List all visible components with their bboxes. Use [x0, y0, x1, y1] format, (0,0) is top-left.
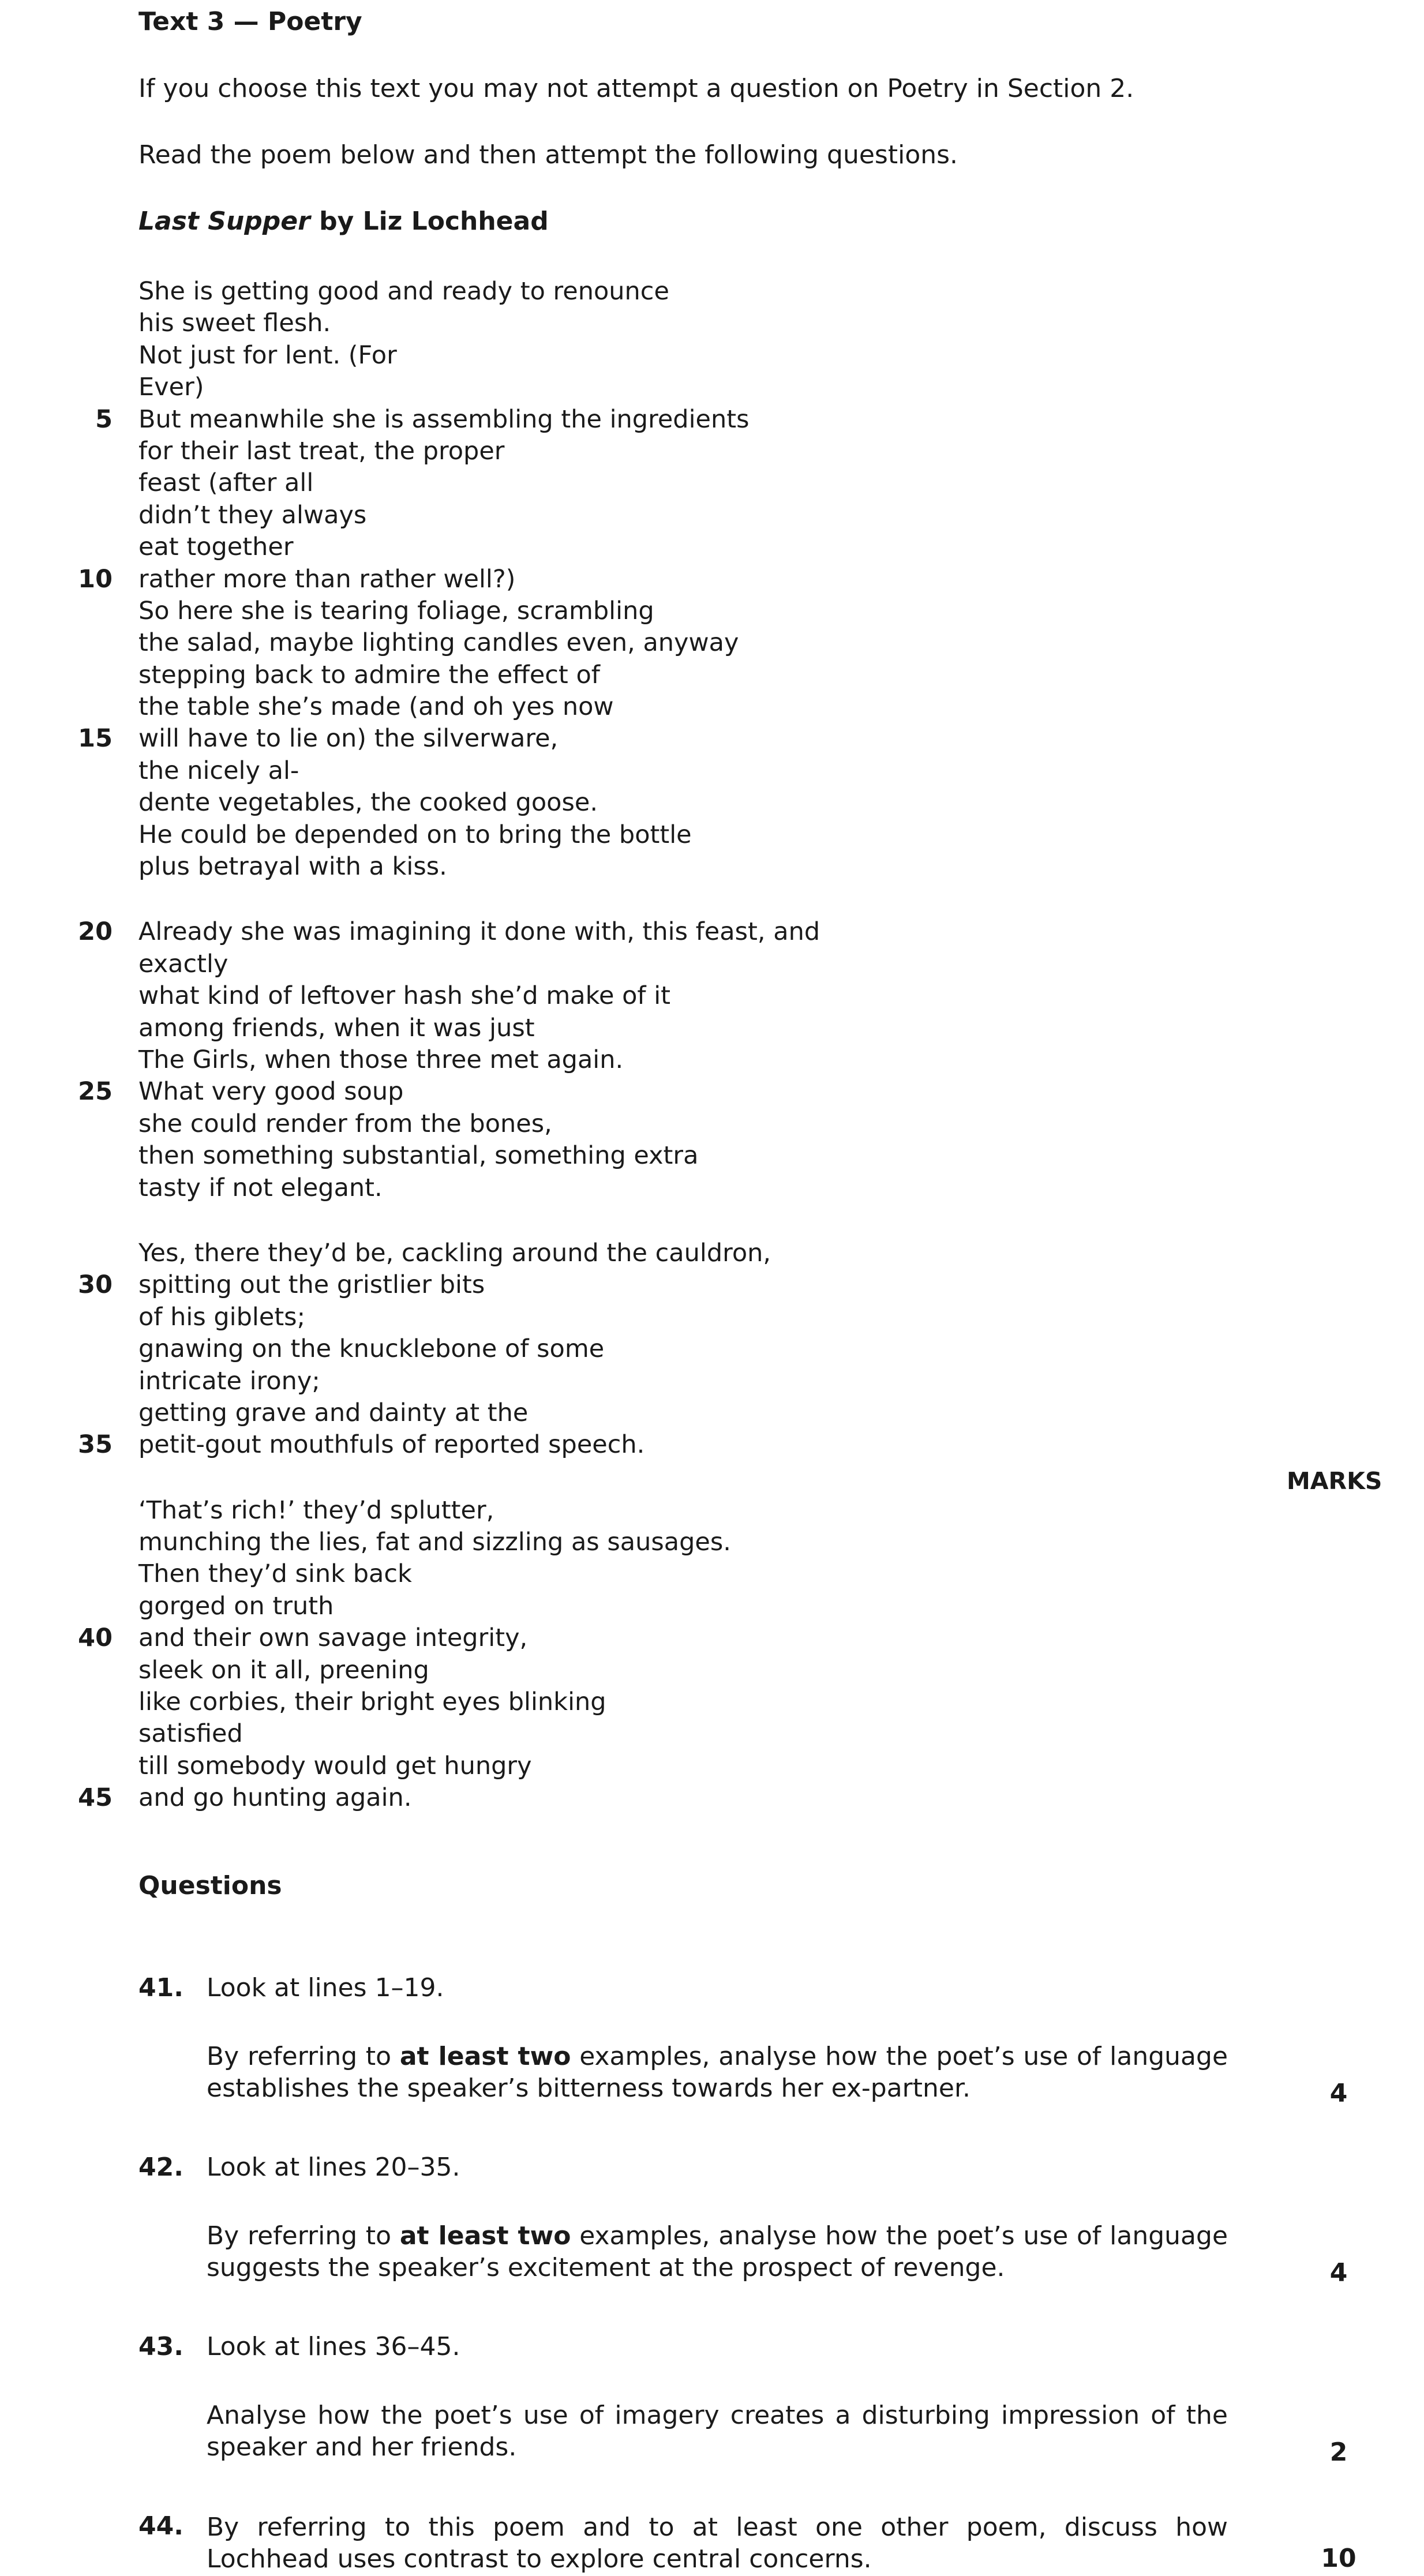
line-number: 15: [78, 724, 113, 753]
question-line-reference: Look at lines 1–19.: [207, 1973, 444, 2003]
line-number: 5: [95, 404, 113, 434]
poem-line-text: ‘That’s rich!’ they’d splutter,: [138, 1495, 494, 1525]
question-number: 43.: [138, 2332, 183, 2361]
poem-line: [138, 1718, 1062, 1750]
poem-line-text: gnawing on the knucklebone of some: [138, 1334, 605, 1364]
question-text-part: By referring to: [207, 2221, 400, 2251]
question-marks: 4: [1329, 2079, 1348, 2108]
poem-line-text: Then they’d sink back: [138, 1559, 412, 1589]
poem-line: [138, 340, 1062, 372]
poem-line-text: Not just for lent. (For: [138, 340, 397, 370]
question-text: By referring to this poem and to at least one other poem, discuss how Lochhead uses contrast to explore central concerns.: [207, 2513, 1228, 2574]
poem-line-text: feast (after all: [138, 468, 314, 498]
poem-line: [138, 1013, 1062, 1044]
poem-line: [138, 1527, 1062, 1558]
section-title: Text 3 — Poetry: [138, 7, 362, 36]
poem-author: by Liz Lochhead: [310, 207, 549, 236]
poem-line: [138, 1108, 1062, 1140]
poem-line: [78, 1429, 1062, 1461]
question-emphasis: at least two: [399, 2221, 571, 2251]
poem-line-text: eat together: [138, 533, 294, 562]
question-text: [207, 2220, 1228, 2283]
poem-line-text: The Girls, when those three met again.: [138, 1045, 624, 1074]
line-number: 35: [78, 1430, 113, 1460]
poem-line-text: So here she is tearing foliage, scrambling: [138, 596, 654, 625]
poem-title: [138, 207, 549, 236]
poem-line-text: Yes, there they’d be, cackling around the cauldron,: [138, 1238, 771, 1268]
poem-line: [138, 1686, 1062, 1718]
poem-line: [138, 627, 1062, 659]
line-number: 30: [78, 1270, 113, 1300]
poem-line: [138, 1558, 1062, 1590]
poem-line-text: stepping back to admire the effect of: [138, 660, 600, 689]
poem-line: [138, 595, 1062, 627]
poem-line-text: exactly: [138, 949, 228, 978]
poem-line: [138, 1397, 1062, 1429]
poem-line-text: and their own savage integrity,: [138, 1623, 528, 1653]
question-line-reference: Look at lines 20–35.: [207, 2153, 460, 2182]
poem-line-text: the table she’s made (and oh yes now: [138, 692, 614, 722]
poem-line: [138, 276, 1062, 308]
question-text: [207, 2041, 1228, 2104]
poem-line: [138, 1140, 1062, 1172]
poem-line: [138, 1591, 1062, 1622]
poem-line-text: then something substantial, something extra: [138, 1141, 699, 1171]
poem-line: [95, 404, 1062, 436]
poem-line: [78, 1782, 1062, 1814]
poem-line-text: for their last treat, the proper: [138, 436, 505, 466]
poem-line: [138, 1333, 1062, 1365]
question-text-part: examples, analyse how the poet’s use of language establishes the speaker’s bitterness towards her ex-partner.: [207, 2042, 1228, 2103]
poem-line: [138, 819, 1062, 851]
poem-line-text: gorged on truth: [138, 1591, 334, 1621]
poem-line-text: spitting out the gristlier bits: [138, 1270, 485, 1300]
poem-line-text: rather more than rather well?): [138, 564, 516, 594]
poem-line-text: getting grave and dainty at the: [138, 1398, 529, 1427]
poem-line-text: didn’t they always: [138, 500, 367, 530]
line-number: 45: [78, 1783, 113, 1813]
poem-line-text: till somebody would get hungry: [138, 1751, 532, 1780]
instruction-read: Read the poem below and then attempt the following questions.: [138, 140, 958, 170]
poem-line: [138, 467, 1062, 499]
line-number: 20: [78, 917, 113, 947]
question-number: 41.: [138, 1973, 183, 2003]
poem-line-text: sleek on it all, preening: [138, 1655, 429, 1685]
poem-line-text: Already she was imagining it done with, this feast, and: [138, 917, 820, 947]
poem-line: [78, 723, 1062, 755]
question-marks: 10: [1321, 2544, 1356, 2573]
poem-line-text: Ever): [138, 373, 204, 402]
poem-line-text: What very good soup: [138, 1077, 404, 1107]
question-emphasis: at least two: [399, 2042, 571, 2071]
poem-line-text: intricate irony;: [138, 1366, 320, 1396]
poem-line: [138, 1750, 1062, 1782]
poem-line: [138, 436, 1062, 467]
poem-line-text: He could be depended on to bring the bottle: [138, 820, 692, 849]
poem-line: [78, 916, 1062, 948]
poem-line: [138, 372, 1062, 403]
poem-line-text: will have to lie on) the silverware,: [138, 724, 559, 753]
poem-line: [138, 691, 1062, 723]
questions-heading: Questions: [138, 1871, 282, 1900]
line-number: 25: [78, 1077, 113, 1107]
poem-line-text: tasty if not elegant.: [138, 1173, 383, 1202]
poem-line-text: petit-gout mouthfuls of reported speech.: [138, 1430, 645, 1460]
poem-title-name: Last Supper: [138, 207, 310, 236]
poem-line: [138, 531, 1062, 563]
question-marks: 2: [1329, 2438, 1348, 2467]
poem-line-text: plus betrayal with a kiss.: [138, 852, 447, 882]
poem-line: [138, 1655, 1062, 1686]
question-text-part: By referring to: [207, 2042, 400, 2071]
instruction-choice: If you choose this text you may not attempt a question on Poetry in Section 2.: [138, 74, 1134, 103]
poem-line: [138, 948, 1062, 980]
poem-line-text: his sweet flesh.: [138, 309, 331, 338]
poem-line-text: She is getting good and ready to renounce: [138, 277, 669, 306]
poem-line-text: the salad, maybe lighting candles even, anyway: [138, 628, 739, 658]
question-line-reference: Look at lines 36–45.: [207, 2332, 460, 2361]
poem-line: [138, 1366, 1062, 1397]
poem-line-text: and go hunting again.: [138, 1783, 412, 1813]
poem-line: [138, 500, 1062, 531]
poem-line-text: among friends, when it was just: [138, 1013, 535, 1043]
poem-line: [138, 659, 1062, 691]
poem-line: [138, 851, 1062, 883]
poem-line: [78, 564, 1062, 595]
question-number: 42.: [138, 2153, 183, 2182]
question-marks: 4: [1329, 2258, 1348, 2288]
question-text-part: examples, analyse how the poet’s use of language suggests the speaker’s excitement at the prospect of revenge.: [207, 2221, 1228, 2282]
poem-line-text: satisfied: [138, 1719, 243, 1749]
poem-line: [78, 1269, 1062, 1301]
poem-line-text: dente vegetables, the cooked goose.: [138, 788, 598, 818]
poem-line: [138, 1044, 1062, 1076]
poem-line-text: what kind of leftover hash she’d make of it: [138, 981, 671, 1011]
poem-line: [138, 1302, 1062, 1333]
poem-line: [138, 308, 1062, 339]
poem-body: [78, 276, 1062, 1814]
poem-line: [138, 1238, 1062, 1269]
marks-heading: MARKS: [1287, 1467, 1382, 1495]
question-number: 44.: [138, 2511, 183, 2541]
poem-line-text: like corbies, their bright eyes blinking: [138, 1688, 606, 1717]
poem-line: [138, 1172, 1062, 1204]
poem-line: [138, 980, 1062, 1012]
line-number: 40: [78, 1623, 113, 1653]
poem-line: [138, 1495, 1062, 1527]
poem-line-text: she could render from the bones,: [138, 1109, 552, 1138]
poem-line: [78, 1076, 1062, 1108]
line-number: 10: [78, 564, 113, 594]
poem-line: [138, 755, 1062, 787]
poem-line-text: But meanwhile she is assembling the ingredients: [138, 404, 750, 434]
poem-line: [138, 787, 1062, 819]
poem-line-text: the nicely al-: [138, 756, 299, 785]
poem-line-text: munching the lies, fat and sizzling as sausages.: [138, 1528, 731, 1557]
question-text: Analyse how the poet’s use of imagery creates a disturbing impression of the speaker and her friends.: [207, 2401, 1228, 2462]
poem-line-text: of his giblets;: [138, 1302, 306, 1332]
poem-line: [78, 1622, 1062, 1654]
